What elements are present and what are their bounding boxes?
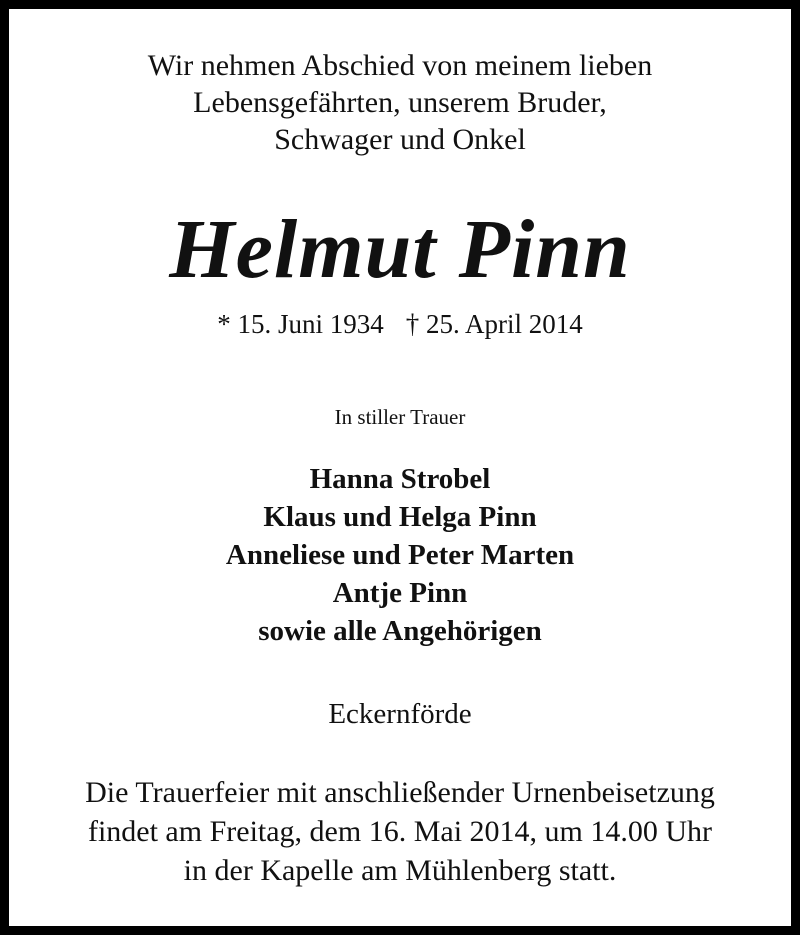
- place: Eckernförde: [328, 698, 472, 730]
- service-line-1: Die Trauerfeier mit anschließender Urnenbeisetzung: [85, 776, 715, 809]
- mourner-4: Antje Pinn: [332, 577, 468, 609]
- mourner-5: sowie alle Angehörigen: [258, 615, 542, 647]
- death-date: † 25. April 2014: [405, 309, 583, 339]
- mourner-3: Anneliese und Peter Marten: [225, 539, 575, 571]
- life-dates: [9, 309, 791, 340]
- intro-line-1: Wir nehmen Abschied von meinem lieben: [147, 49, 653, 82]
- mourning-phrase: In stiller Trauer: [334, 405, 466, 429]
- intro-line-2: Lebensgefährten, unserem Bruder,: [193, 86, 607, 119]
- service-line-2: findet am Freitag, dem 16. Mai 2014, um 14.00 Uhr: [87, 815, 713, 848]
- intro-line-3: Schwager und Onkel: [274, 123, 526, 156]
- deceased-name: Helmut Pinn: [169, 203, 631, 296]
- birth-date: * 15. Juni 1934: [217, 309, 384, 339]
- service-line-3: in der Kapelle am Mühlenberg statt.: [183, 854, 617, 887]
- mourner-2: Klaus und Helga Pinn: [263, 501, 537, 533]
- mourner-1: Hanna Strobel: [309, 463, 491, 495]
